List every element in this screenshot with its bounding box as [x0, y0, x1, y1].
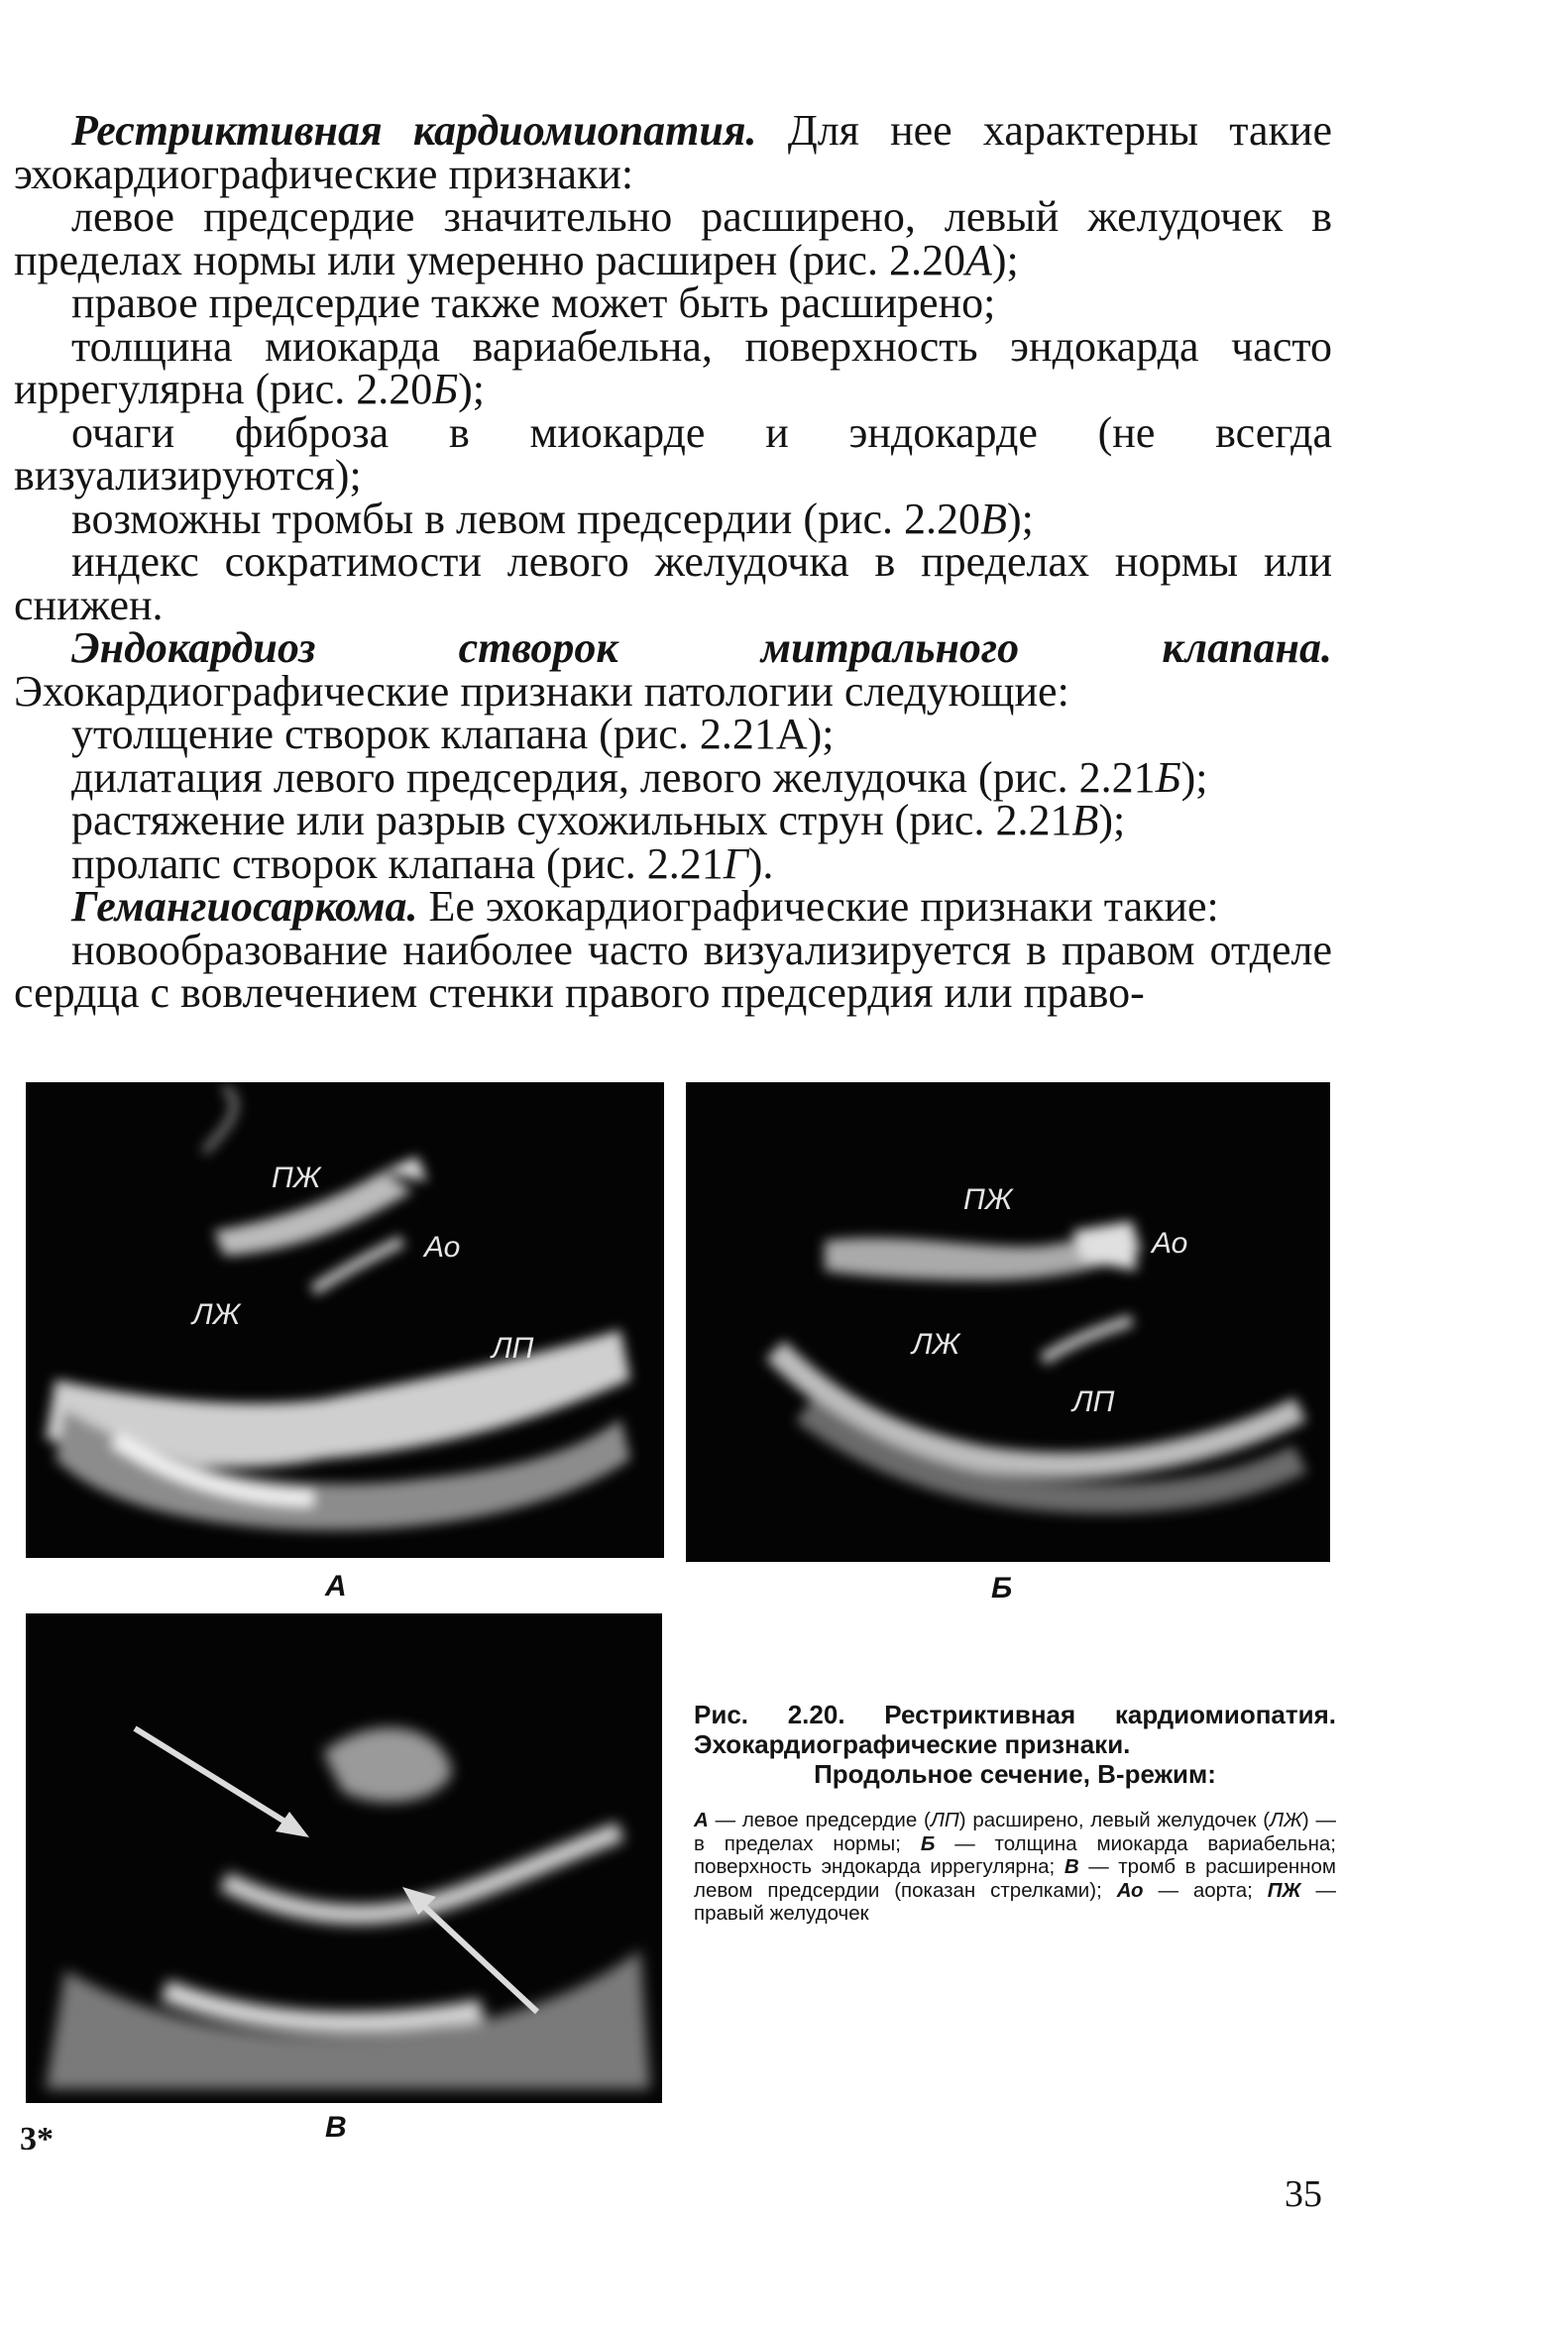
paragraph-hemangiosarcoma: Гемангиосаркома. Ее эхокардиографические признаки такие:: [71, 882, 1219, 931]
paragraph-restrictive: Рестриктивная кардиомиопатия. Для нее характерны такие эхокардиографические признаки:: [14, 106, 1332, 198]
label-lp: ЛП: [1072, 1385, 1115, 1418]
list-item: растяжение или разрыв сухожильных струн (рис. 2.21В);: [71, 796, 1126, 844]
list-item: очаги фиброза в миокарде и эндокарде (не всегда визуализируются);: [14, 407, 1332, 499]
list-item: правое предсердие также может быть расширено;: [71, 278, 996, 327]
list-item: левое предсердие значительно расширено, левый желудочек в пределах нормы или умеренно расширен (рис. 2.20А);: [14, 192, 1332, 284]
figure-caption: [694, 1700, 1336, 1926]
echo-image-a: [26, 1082, 664, 1558]
echo-image-v: [26, 1613, 662, 2103]
heading-restrictive: Рестриктивная кардиомиопатия.: [71, 106, 757, 155]
figure-label-b: Б: [991, 1572, 1013, 1605]
caption-body: А — левое предсердие (ЛП) расширено, левый желудочек (ЛЖ) — в пределах нормы; Б — толщина миокарда вариабельна; поверхность эндокарда иррегулярна; В — тромб в расширенном левом предсердии (показан стрелками); Ао — аорта; ПЖ — правый желудочек: [694, 1809, 1337, 1925]
label-lp: ЛП: [492, 1332, 534, 1365]
echo-image-b: [686, 1082, 1330, 1562]
label-lzh: ЛЖ: [912, 1328, 960, 1361]
list-item: пролапс створок клапана (рис. 2.21Г).: [71, 838, 774, 888]
heading-hemangiosarcoma: Гемангиосаркома.: [71, 882, 418, 931]
label-pzh: ПЖ: [963, 1183, 1013, 1216]
figure-label-a: А: [325, 1570, 347, 1603]
page-number: 35: [1285, 2173, 1322, 2215]
paragraph-endocardiosis: Эндокардиоз створок митрального клапана. Эхокардиографические признаки патологии следующие:: [14, 623, 1332, 716]
label-lzh: ЛЖ: [192, 1298, 241, 1331]
body-text: [14, 106, 1332, 1017]
label-pzh: ПЖ: [272, 1162, 321, 1194]
list-item: дилатация левого предсердия, левого желудочка (рис. 2.21Б);: [71, 752, 1208, 802]
signature-mark: 3*: [20, 2121, 54, 2158]
caption-title: Рис. 2.20. Рестриктивная кардиомиопатия. Эхокардиографические признаки. Продольное сечение, В-режим:: [694, 1700, 1336, 1789]
list-item: индекс сократимости левого желудочка в пределах нормы или снижен.: [14, 537, 1332, 629]
heading-endocardiosis: Эндокардиоз створок митрального клапана.: [71, 623, 1332, 672]
list-item: утолщение створок клапана (рис. 2.21А);: [71, 710, 835, 758]
list-item: новообразование наиболее часто визуализируется в правом отделе сердца с вовлечением стенки правого предсердия или право-: [14, 925, 1332, 1017]
label-ao: Ао: [424, 1231, 461, 1264]
list-item: возможны тромбы в левом предсердии (рис. 2.20В);: [71, 494, 1034, 543]
label-ao: Ао: [1152, 1227, 1188, 1260]
figure-label-v: В: [325, 2111, 347, 2144]
list-item: толщина миокарда вариабельна, поверхность эндокарда часто иррегулярна (рис. 2.20Б);: [14, 321, 1332, 413]
